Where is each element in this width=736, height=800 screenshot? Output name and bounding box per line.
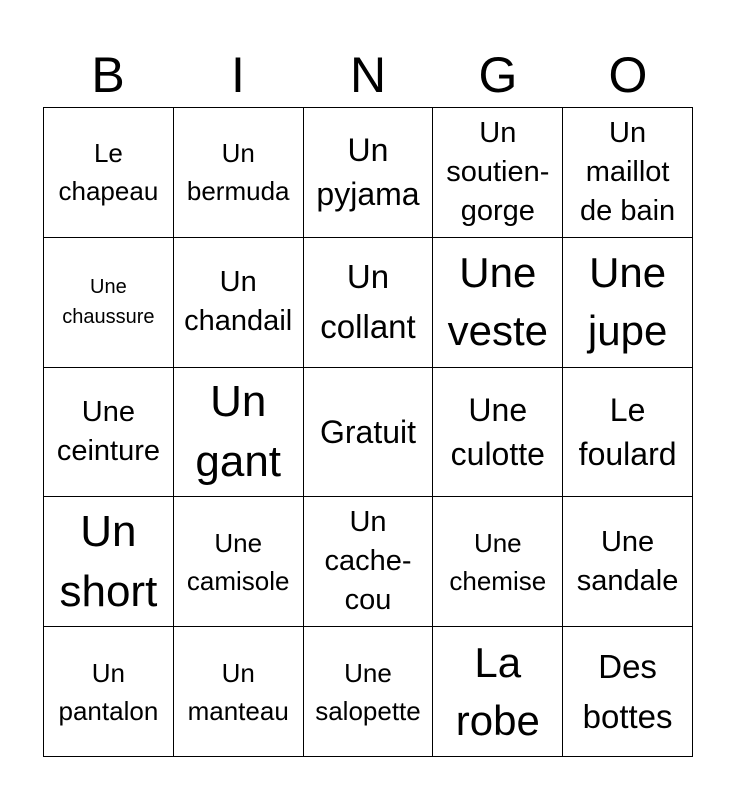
bingo-cell[interactable]: [433, 108, 563, 238]
bingo-cell-text: Un pantalon: [58, 657, 159, 726]
bingo-cell[interactable]: [563, 238, 693, 368]
bingo-cell-text: Une chaussure: [62, 276, 155, 329]
bingo-cell-text: Un gant: [195, 376, 282, 486]
bingo-cell[interactable]: [44, 497, 174, 627]
bingo-cell-text: Une culotte: [450, 391, 545, 472]
bingo-cell-text: Une camisole: [186, 527, 290, 596]
bingo-cell-free[interactable]: [304, 368, 434, 498]
header-letter-g: G: [478, 47, 518, 103]
bingo-cell[interactable]: [433, 368, 563, 498]
bingo-cell-text: Un cache- cou: [324, 506, 412, 617]
header-letter-o: O: [608, 47, 648, 103]
bingo-cell[interactable]: [563, 627, 693, 757]
bingo-cell[interactable]: [304, 497, 434, 627]
bingo-cell-text: Un maillot de bain: [580, 116, 676, 227]
bingo-cell[interactable]: [433, 627, 563, 757]
bingo-cell-text: Un bermuda: [186, 138, 290, 207]
bingo-cell[interactable]: [44, 238, 174, 368]
bingo-cell[interactable]: [304, 238, 434, 368]
bingo-cell[interactable]: [44, 108, 174, 238]
bingo-cell-text: Gratuit: [319, 413, 416, 450]
bingo-cell[interactable]: [304, 108, 434, 238]
bingo-cell-text: Une jupe: [587, 249, 668, 355]
bingo-cell[interactable]: [44, 368, 174, 498]
bingo-cell-text: Une salopette: [315, 657, 421, 726]
bingo-cell-text: Le foulard: [578, 391, 677, 472]
bingo-cell[interactable]: [563, 497, 693, 627]
bingo-cell-text: Un short: [59, 506, 158, 616]
bingo-cell[interactable]: [174, 238, 304, 368]
bingo-cell[interactable]: [174, 368, 304, 498]
bingo-cell[interactable]: [433, 238, 563, 368]
bingo-cell-text: Une veste: [447, 249, 548, 355]
bingo-cell-text: Des bottes: [582, 647, 673, 735]
bingo-cell-text: Une ceinture: [56, 395, 160, 467]
bingo-cell[interactable]: [174, 108, 304, 238]
bingo-cell-text: Un chandail: [184, 266, 293, 338]
bingo-cell-text: Une sandale: [576, 525, 679, 597]
bingo-cell-text: Un collant: [320, 258, 416, 346]
bingo-cell[interactable]: [433, 497, 563, 627]
header-letter-n: N: [349, 47, 387, 103]
header-letter-i: I: [231, 47, 245, 103]
bingo-cell[interactable]: [304, 627, 434, 757]
bingo-cell[interactable]: [563, 108, 693, 238]
bingo-cell-text: Un pyjama: [316, 132, 420, 213]
bingo-cell-text: Un manteau: [187, 657, 289, 726]
bingo-cell[interactable]: [563, 368, 693, 498]
bingo-cell[interactable]: [44, 627, 174, 757]
bingo-cell[interactable]: [174, 497, 304, 627]
bingo-cell-text: Un soutien- gorge: [446, 116, 550, 227]
bingo-cell[interactable]: [174, 627, 304, 757]
header-letter-b: B: [91, 47, 125, 103]
bingo-cell-text: Le chapeau: [58, 138, 159, 207]
bingo-header: [43, 44, 693, 106]
bingo-cell-text: La robe: [455, 638, 540, 744]
bingo-card: [43, 107, 693, 757]
bingo-cell-text: Une chemise: [449, 527, 547, 596]
